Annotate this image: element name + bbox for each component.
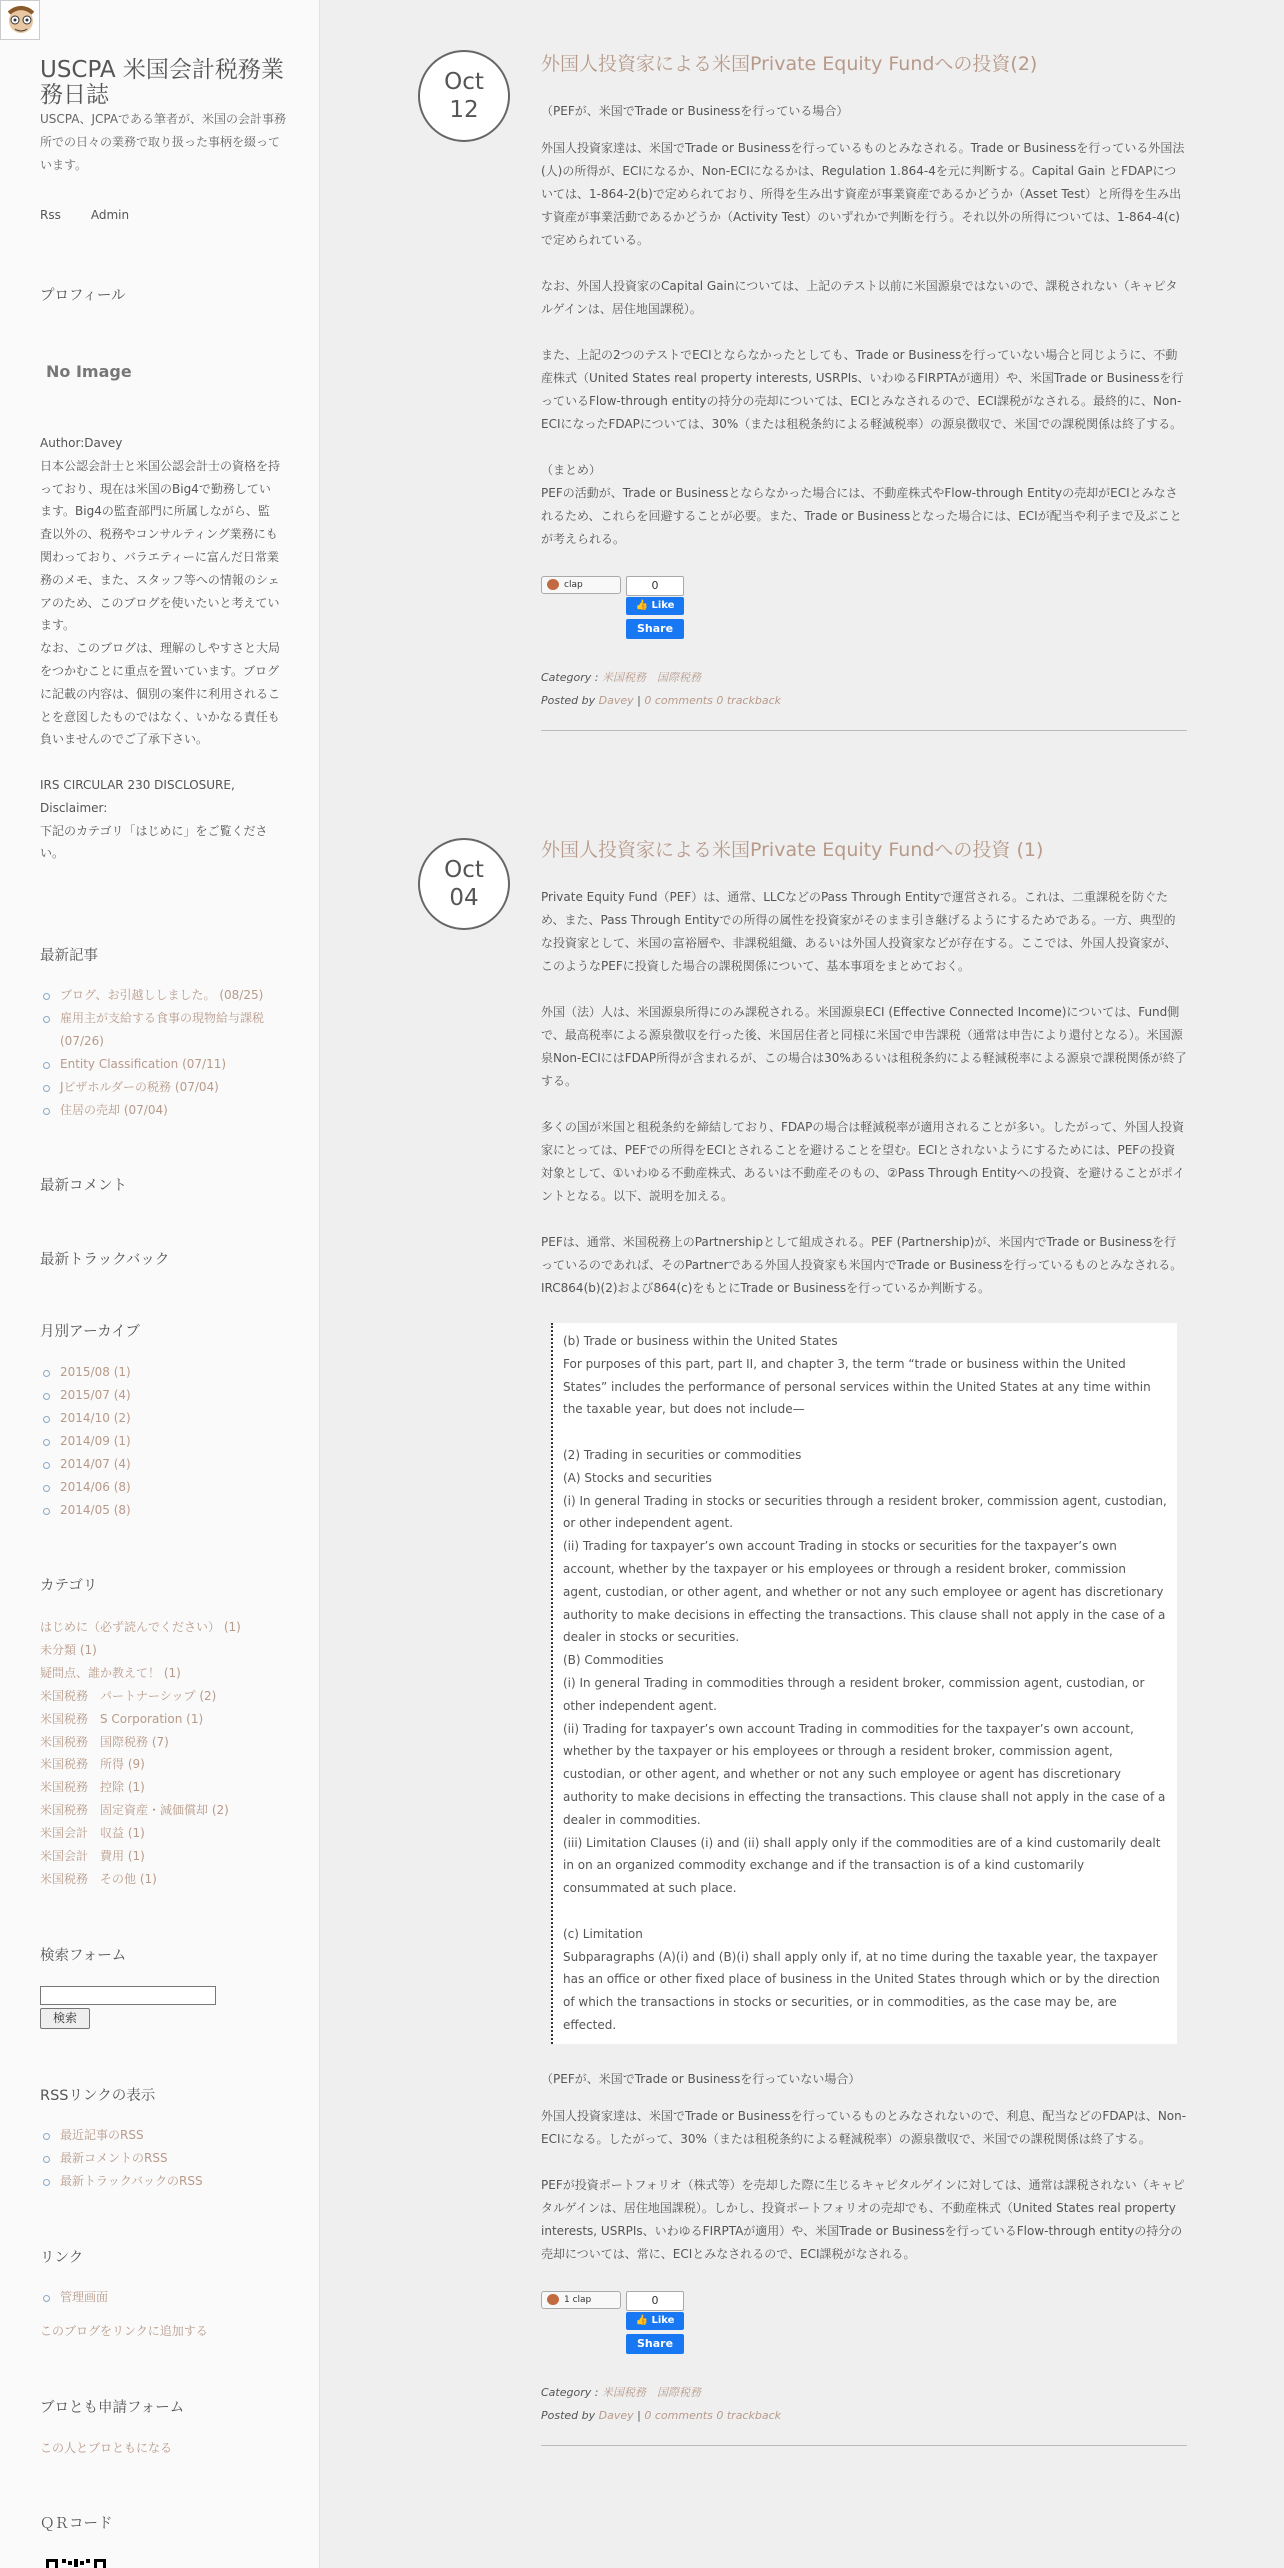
category-item[interactable]: 未分類 (1) (40, 1642, 97, 1657)
hatena-count: 0 (626, 576, 684, 596)
search-heading: 検索フォーム (40, 1948, 127, 1964)
share-buttons (541, 574, 1187, 654)
post-divider (541, 730, 1187, 731)
archive-heading: 月別アーカイブ (40, 1324, 140, 1340)
list-item[interactable]: Entity Classification (07/11) (40, 1053, 290, 1076)
post-paragraph: なお、外国人投資家のCapital Gainについては、上記のテスト以前に米国源泉ではないので、課税されない（キャピタルゲインは、居住地国課税）。 (541, 279, 1178, 316)
blog-description: USCPA、JCPAである筆者が、米国の会計事務所での日々の業務で取り扱った事柄を綴っています。 (40, 112, 287, 172)
category-item[interactable]: 米国税務 国際税務 (7) (40, 1734, 169, 1749)
list-item[interactable]: Jビザホルダーの税務 (07/04) (40, 1076, 290, 1099)
facebook-like-button[interactable]: 👍 Like (626, 2312, 684, 2330)
friend-heading: ブロとも申請フォーム (40, 2400, 185, 2416)
admin-link[interactable]: Admin (90, 208, 130, 222)
blockquote: (b) Trade or business within the United States For purposes of this part, part II, and chapter 3, the term “trade or business within the United States” includes the performance of personal services within the United States at any time within the taxable year, but does not include— (2) Trading in securities or commodities (A) Stocks and securities (i) In general Trading in stocks or securities through a resident broker, commission agent, custodian, or other independent agent. (ii) Trading for taxpayer’s own account Trading in stocks or securities for the taxpayer’s own account, whether by the taxpayer or his employees or through a resident broker, commission agent, custodian, or other agent, and whether or not any such employee or agent has discretionary authority to make decisions in effecting the transactions. This clause shall not apply in the case of a dealer in stocks or securities. (B) Commodities (i) In general Trading in commodities through a resident broker, commission agent, custodian, or other independent agent. (ii) Trading for taxpayer’s own account Trading in commodities for the taxpayer’s own account, whether by the taxpayer or his employees or through a resident broker, commission agent, custodian, or other agent, and whether or not any such employee or agent has discretionary authority to make decisions in effecting the transactions. This clause shall not apply in the case of a dealer in commodities. (iii) Limitation Clauses (i) and (ii) shall apply only if the commodities are of a kind customarily dealt in on an organized commodity exchange and if the transaction is of a kind customarily consummated at such place. (c) Limitation Subparagraphs (A)(i) and (B)(i) shall apply only if, at no time during the taxable year, the taxpayer has an office or other fixed place of business in the United States through which or by the direction of which the transactions in stocks or securities, or in commodities, as the case may be, are effected. (551, 1323, 1177, 2044)
post-date-circle (418, 838, 510, 930)
top-links (40, 208, 159, 222)
comments-link[interactable]: 0 comments (644, 694, 713, 707)
category-item[interactable]: 米国税務 所得 (9) (40, 1757, 145, 1772)
post-category: Category : 米国税務 国際税務 (541, 2385, 701, 2399)
post-paragraph: （まとめ） PEFの活動が、Trade or Businessとならなかった場合には、不動産株式やFlow-through Entityの売却がECIとみなされるため、これらを回避することが必要。また、Trade or Businessとなった場合には、ECIが配当や利子まで及ぶことが考えられる。 (541, 463, 1182, 546)
category-link[interactable]: 米国税務 (601, 671, 646, 684)
category-item[interactable]: 米国税務 パートナーシップ (2) (40, 1688, 217, 1703)
qr-code-image (46, 2556, 106, 2568)
post-divider (541, 2445, 1187, 2446)
post-paragraph: PEFが投資ポートフォリオ（株式等）を売却した際に生じるキャピタルゲインに対しては、通常は課税されない（キャピタルゲインは、居住地国課税）。しかし、投資ポートフォリオの売却でも、不動産株式（United States real property interests, USRPIs、いわゆるFIRPTAが適用）や、米国Trade or Businessを行っているFlow-through entityの持分の売却については、常に、ECIとみなされるので、ECI課税がなされる。 (541, 2177, 1185, 2261)
post-day: 04 (449, 885, 479, 911)
recent-comments-heading: 最新コメント (40, 1178, 127, 1194)
no-image-placeholder: No Image (46, 362, 132, 381)
facebook-like-button[interactable]: 👍 Like (626, 597, 684, 615)
post-title[interactable]: 外国人投資家による米国Private Equity Fundへの投資 (1) (541, 839, 1044, 861)
site-avatar[interactable] (0, 0, 40, 40)
list-item[interactable]: 2015/08 (1) (40, 1361, 240, 1384)
search-input[interactable] (40, 1986, 216, 2005)
facebook-share-button[interactable]: Share (626, 619, 684, 639)
rss-heading: RSSリンクの表示 (40, 2088, 156, 2104)
post-category: Category : 米国税務 国際税務 (541, 671, 701, 684)
list-item[interactable]: 最近記事のRSS (40, 2124, 260, 2147)
clap-button[interactable]: 1 clap (541, 2291, 621, 2309)
list-item[interactable]: 最新トラックバックのRSS (40, 2170, 260, 2193)
list-item[interactable]: 2014/06 (8) (40, 1476, 240, 1499)
post-paragraph: （PEFが、米国でTrade or Businessを行っている場合） (541, 104, 849, 118)
list-item[interactable]: 2014/05 (8) (40, 1499, 240, 1522)
comments-link[interactable]: 0 comments (644, 2408, 713, 2422)
profile-text: Author:Davey 日本公認会計士と米国公認会計士の資格を持っており、現在は米国のBig4で勤務しています。Big4の監査部門に所属しながら、監査以外の、税務やコンサルティング業務にも関わっており、バラエティーに富んだ日常業務のメモ、また、スタッフ等への情報のシェアのため、このブログを使いたいと考えています。 なお、このブログは、理解のしやすさと大局をつかむことに重点を置いています。ブログに記載の内容は、個別の案件に利用されることを意図したものではなく、いかなる責任も負いませんのでご了承下さい。 IRS CIRCULAR 230 DISCLOSURE, Disclaimer: 下記のカテゴリ「はじめに」をご覧ください。 (40, 436, 281, 861)
list-item[interactable]: 2015/07 (4) (40, 1384, 240, 1407)
post-paragraph: 多くの国が米国と租税条約を締結しており、FDAPの場合は軽減税率が適用されることが多い。したがって、外国人投資家にとっては、PEFでの所得をECIとされることを避けることを望む。ECIとされないようにするためには、PEFの投資対象として、①いわゆる不動産株式、あるいは不動産そのもの、②Pass Through Entityへの投資、を避けることがポイントとなる。以下、説明を加える。 (541, 1120, 1185, 1203)
post-paragraph: PEFは、通常、米国税務上のPartnershipとして組成される。PEF (Partnership)が、米国内でTrade or Businessを行っているのであれば、そのPartnerである外国人投資家も米国内でTrade or Businessを行っているものとみなされる。IRC864(b)(2)および864(c)をもとにTrade or Businessを行っているか判断する。 (541, 1235, 1183, 1295)
post-month: Oct (444, 857, 484, 883)
blog-post (541, 838, 1187, 2446)
category-link[interactable]: 米国税務 (601, 2385, 646, 2399)
post-paragraph: また、上記の2つのテストでECIとならなかったとしても、Trade or Businessを行っていない場合と同じように、不動産株式（United States real property interests, USRPIs、いわゆるFIRPTAが適用）や、米国Trade or Businessを行っているFlow-through entityの持分の売却については、ECIとみなされるので、ECI課税がなされる。最終的に、Non-ECIになったFDAPについては、30%（または租税条約による軽減税率）の源泉徴収で、米国での課税関係は終了する。 (541, 348, 1184, 431)
links-list (40, 2286, 240, 2309)
list-item[interactable]: 住居の売却 (07/04) (40, 1099, 290, 1122)
category-list (40, 1616, 280, 1891)
profile-heading: プロフィール (40, 288, 126, 304)
recent-trackbacks-heading: 最新トラックバック (40, 1252, 170, 1268)
post-title[interactable]: 外国人投資家による米国Private Equity Fundへの投資(2) (541, 53, 1038, 75)
trackback-link[interactable]: 0 trackback (716, 694, 781, 707)
search-button[interactable]: 検索 (40, 2008, 90, 2029)
hatena-count: 0 (626, 2291, 684, 2311)
blog-post (541, 52, 1187, 731)
list-item[interactable]: 2014/07 (4) (40, 1453, 240, 1476)
rss-list (40, 2124, 260, 2193)
category-heading: カテゴリ (40, 1578, 98, 1594)
post-paragraph: Private Equity Fund（PEF）は、通常、LLCなどのPass Through Entityで運営される。これは、二重課税を防ぐため、また、Pass Through Entityでの所得の属性を投資家がそのまま引き継げるようにするためである。一方、典型的な投資家として、米国の富裕層や、非課税組織、あるいは外国人投資家などが存在する。ここでは、外国人投資家が、このようなPEFに投資した場合の課税関係について、基本事項をまとめておく。 (541, 890, 1177, 973)
post-date-circle (418, 50, 510, 142)
list-item[interactable]: 雇用主が支給する食事の現物給与課税 (07/26) (40, 1007, 290, 1053)
list-item[interactable]: ブログ、お引越ししました。 (08/25) (40, 984, 290, 1007)
author-link[interactable]: Davey (598, 2408, 634, 2422)
category-item[interactable]: 米国会計 収益 (1) (40, 1826, 145, 1841)
recent-posts-list (40, 984, 290, 1122)
sidebar (0, 0, 320, 2568)
post-paragraph: 外国人投資家達は、米国でTrade or Businessを行っているものとみなされる。Trade or Businessを行っている外国法(人)の所得が、ECIになるか、Non-ECIになるかは、Regulation 1.864-4を元に判断する。Capital Gain とFDAPについては、1-864-2(b)で定められており、所得を生み出す資産が事業資産であるかどうか（Asset Test）と所得を生み出す資産が事業活動であるかどうか（Activity Test）のいずれかで判断を行う。それ以外の所得については、1-864-4(c)で定められている。 (541, 141, 1185, 247)
category-item[interactable]: 米国税務 控除 (1) (40, 1780, 145, 1795)
category-item[interactable]: 米国税務 S Corporation (1) (40, 1711, 204, 1726)
add-link[interactable]: このブログをリンクに追加する (40, 2324, 208, 2338)
blog-title[interactable]: USCPA 米国会計税務業務日誌 (40, 57, 284, 108)
post-meta: Posted by Davey | 0 comments 0 trackback (541, 694, 781, 707)
category-item[interactable]: 米国税務 その他 (1) (40, 1871, 157, 1886)
category-item[interactable]: 疑問点、誰か教えて！ (1) (40, 1665, 181, 1680)
post-meta: Posted by Davey | 0 comments 0 trackback (541, 2408, 781, 2422)
facebook-share-button[interactable]: Share (626, 2334, 684, 2354)
list-item[interactable]: 管理画面 (40, 2286, 240, 2309)
recent-posts-heading: 最新記事 (40, 948, 98, 964)
post-month: Oct (444, 69, 484, 95)
category-item[interactable]: 米国税務 固定資産・減価償却 (2) (40, 1803, 229, 1818)
post-paragraph: （PEFが、米国でTrade or Businessを行っていない場合） (541, 2071, 861, 2086)
list-item[interactable]: 2014/10 (2) (40, 1407, 240, 1430)
post-paragraph: 外国（法）人は、米国源泉所得にのみ課税される。米国源泉ECI (Effective Connected Income)については、Fund側で、最高税率による源泉徴収を行った後、米国居住者と同様に米国で申告課税（通常は申告により還付となる）。米国源泉Non-ECIにはFDAP所得が含まれるが、この場合は30%あるいは租税条約による軽減税率による源泉で課税関係が終了する。 (541, 1005, 1187, 1088)
trackback-link[interactable]: 0 trackback (716, 2408, 781, 2422)
category-link[interactable]: 国際税務 (656, 671, 701, 684)
links-heading: リンク (40, 2250, 84, 2266)
author-link[interactable]: Davey (598, 694, 634, 707)
archive-list (40, 1361, 240, 1522)
qr-heading: ＱＲコード (40, 2516, 113, 2532)
list-item[interactable]: 最新コメントのRSS (40, 2147, 260, 2170)
share-buttons (541, 2289, 1187, 2369)
post-paragraph: 外国人投資家達は、米国でTrade or Businessを行っているものとみなされないので、利息、配当などのFDAPは、Non-ECIになる。したがって、30%（または租税条約による軽減税率）の源泉徴収で、米国での課税関係は終了する。 (541, 2108, 1187, 2146)
category-link[interactable]: 国際税務 (656, 2385, 701, 2399)
category-item[interactable]: 米国会計 費用 (1) (40, 1849, 145, 1864)
post-day: 12 (449, 97, 479, 123)
friend-link[interactable]: この人とブロともになる (40, 2441, 173, 2455)
category-item[interactable]: はじめに（必ず読んでください） (1) (40, 1620, 241, 1634)
clap-button[interactable]: clap (541, 576, 621, 594)
rss-link[interactable]: Rss (40, 208, 61, 222)
list-item[interactable]: 2014/09 (1) (40, 1430, 240, 1453)
